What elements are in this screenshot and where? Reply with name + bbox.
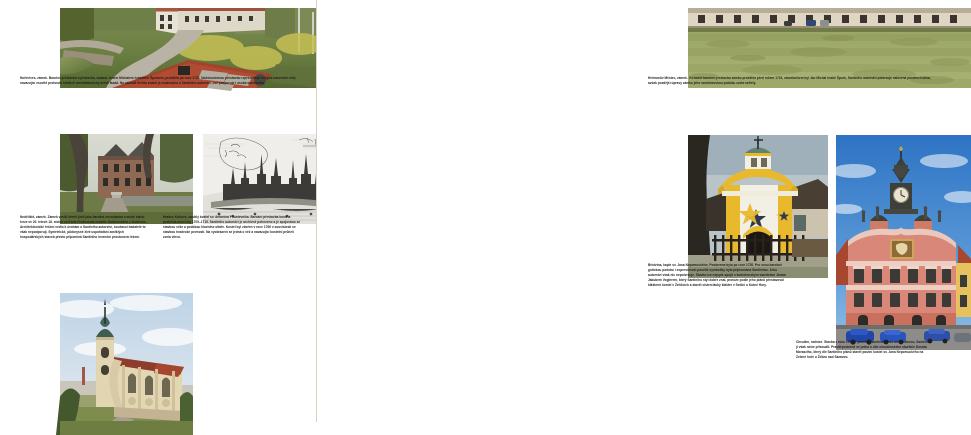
caption-hradec-kralove: Hradec Králové, zaniklý kostel sv. Antonína Poustevníka. Barokní přestavba kostela proběhla mezi lety 1705–1719. Santiniho autorství je archivně potvrzeno a je spojováno se stavbou věže a podobou hlavního oltáře. Kostel byl zbořen v roce 1766 v souvislosti se stavbou hradecké pevnosti. Na vyobrazení se jedná o věž a navazující kostelní průčelí zcela vlevo. <box>163 215 301 240</box>
caption-chrudim: Chrudim, radnice. Stavba z roku 1721 je poučena santiniovskou architekturou, Santinimu ji však nelze přisoudit. Pravděpodobně se jedná o dílo chrudimského stavitele Donata Morazziho, který dle Santiniho plánů stavěl poutní kostel sv. Jana Nepomuckého na Zelené hoře u Žďáru nad Sázavou. <box>796 340 932 360</box>
left-page <box>0 0 316 422</box>
smirice-chapel-photo <box>60 293 193 435</box>
figure-chrudim <box>836 135 971 350</box>
figure-bestvina <box>688 135 828 278</box>
nedeliste-chateau-photo <box>60 134 193 224</box>
caption-horinoves: Hořiněves, zámek. Barokní přestavba a přístavba, zadaná Janem Michalem hrabětem Šporkem, proběhla po roce 1720. Nedokončenou přestavbu reprezentuje dvojice nárožních věží, navazující esovitě prohnutá křídla či architektonický detail fasád. Na základě těchto znaků je uvažováno o Santiniho autorství, což podporuje i osoba stavebníka. <box>20 76 297 86</box>
figure-smirice <box>60 293 193 435</box>
caption-hermanuv-mestec: Heřmanův Městec, zámek. Vrcholně barokní přestavba zámku proběhla před rokem 1724, stavebníkem byl Jan Michal hrabě Špork, Santiniho autorství potvrzuje nalezená pamětní listina, avšak pozdější úpravy zámku jeho santiniovskou podobu zcela setřely. <box>648 76 931 86</box>
bestvina-chapel-photo <box>688 135 828 278</box>
right-page <box>317 0 932 422</box>
figure-nedeliste <box>60 134 193 224</box>
caption-bestvina: Běstvina, kaple sv. Jana Nepomuckého. Postavena byla po roce 1720. Pro svou barokně gotickou podobu i expresivnost použité symboliky byla připisována Santinimu. Jeho autorství však nic nepotvrzuje. Stavbu lze nejspíš spojit s kutnohorským stavitelem Janem Jakubem Voglerem, který Santiniho styl dobře znal, protože podle jeho plánů přestavoval klášterní kostel v Žehlicích a stavěl cisterciácký klášter v Sedlci u Kutné Hory. <box>648 263 787 288</box>
caption-nedeliste: Neděliště, zámek. Zámek vznikl téměř jistě jako barokní novostavba v místě starší tvrze ve 20. letech 18. století za Karla Ferdinanda hraběte Dobřenského z Dobřenic. Architektonické řešení vedlo k úvahám o Santiniho autorství, současní badatelé to však nepodporují. Symetrické, půdorysně živé uspořádání zaniklých hospodářských staveb přesto připomíná Santiniho invenční prostorová řešení. <box>20 215 147 240</box>
chrudim-town-hall-photo <box>836 135 971 350</box>
